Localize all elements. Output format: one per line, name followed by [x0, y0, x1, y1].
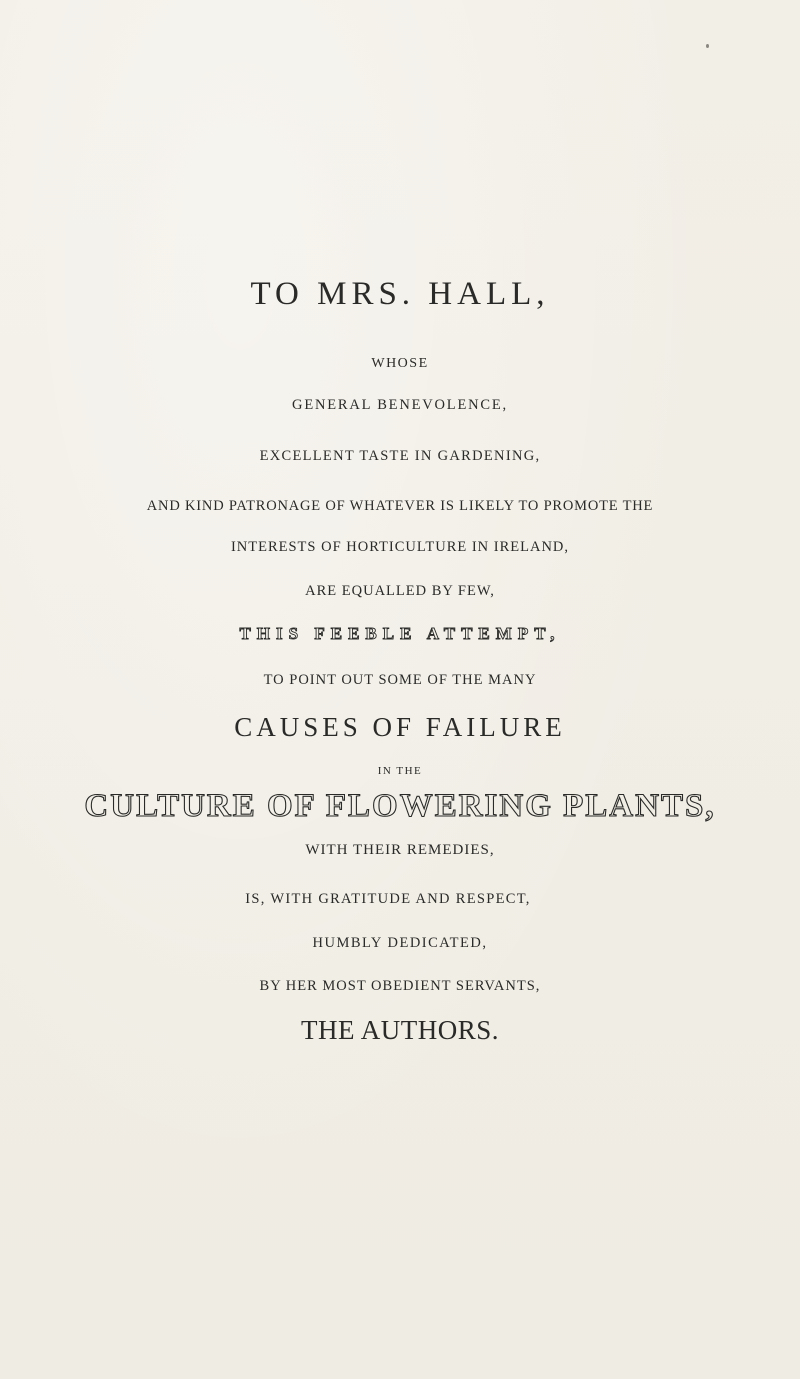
- paper-speck: [706, 44, 709, 48]
- causes-heading: CAUSES OF FAILURE: [234, 712, 566, 742]
- interests-line: INTERESTS OF HORTICULTURE IN IRELAND,: [230, 539, 570, 555]
- whose-line: WHOSE: [371, 356, 429, 371]
- dedicated-line: HUMBLY DEDICATED,: [312, 935, 488, 951]
- authors-signature: THE AUTHORS.: [300, 1015, 499, 1045]
- equalled-line: ARE EQUALLED BY FEW,: [305, 583, 495, 599]
- remedies-line: WITH THEIR REMEDIES,: [305, 842, 495, 858]
- taste-line: EXCELLENT TASTE IN GARDENING,: [259, 448, 541, 464]
- patronage-line: AND KIND PATRONAGE OF WHATEVER IS LIKELY TO PROMOTE THE: [146, 498, 654, 514]
- culture-heading: CULTURE OF FLOWERING PLANTS,: [84, 788, 716, 824]
- point-out-line: TO POINT OUT SOME OF THE MANY: [263, 672, 537, 688]
- gratitude-line: IS, WITH GRATITUDE AND RESPECT,: [245, 891, 531, 907]
- benevolence-line: GENERAL BENEVOLENCE,: [292, 397, 508, 413]
- dedication-heading: TO MRS. HALL,: [250, 276, 550, 312]
- attempt-line: THIS FEEBLE ATTEMPT,: [239, 624, 561, 643]
- in-the-line: IN THE: [377, 765, 423, 777]
- servants-line: BY HER MOST OBEDIENT SERVANTS,: [259, 978, 541, 994]
